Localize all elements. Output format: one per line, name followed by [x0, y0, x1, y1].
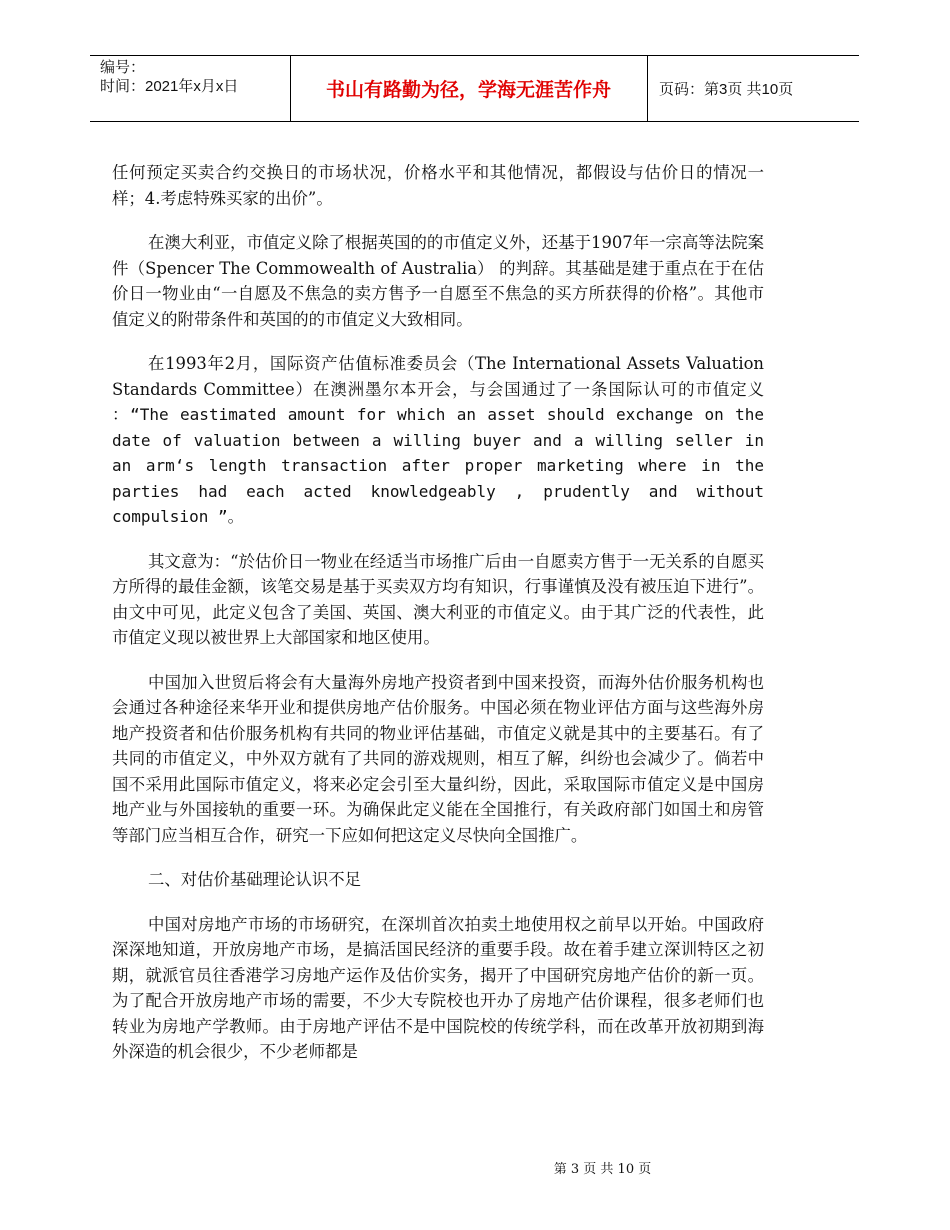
- paragraph-2: 在澳大利亚，市值定义除了根据英国的的市值定义外，还基于1907年一宗高等法院案件（Spencer The Commowealth of Australia） 的判辞。其基础是建于重点在于在估价日一物业由“一自愿及不焦急的卖方售予一自愿至不焦急的买方所获得的价格”。其他市值定义的附带条件和英国的的市值定义大致相同。: [112, 233, 764, 329]
- paragraph-6: 中国对房地产市场的市场研究，在深圳首次拍卖土地使用权之前早以开始。中国政府深深地知道，开放房地产市场，是搞活国民经济的重要手段。故在着手建立深训特区之初期，就派官员往香港学习房地产运作及估价实务，揭开了中国研究房地产估价的新一页。为了配合开放房地产市场的需要，不少大专院校也开办了房地产估价课程，很多老师们也转业为房地产学教师。由于房地产评估不是中国院校的传统学科，而在改革开放初期到海外深造的机会很少，不少老师都是: [112, 914, 764, 1061]
- paragraph-3-quote: “The eastimated amount for which an asset should exchange on the date of valuation between a willing buyer and a willing seller in an arm‘s length transaction after proper marketing where in the parties had each acted knowledgeably , prudently and without compulsion ”。: [112, 405, 765, 526]
- header-motto: 书山有路勤为径，学海无涯苦作舟: [325, 79, 611, 101]
- paragraph-3: [112, 351, 764, 530]
- paragraph-4: 其文意为：“於估价日一物业在经适当市场推广后由一自愿卖方售于一无关系的自愿买方所得的最佳金额，该笔交易是基于买卖双方均有知识，行事谨慎及没有被压迫下进行”。由文中可见，此定义包含了美国、英国、澳大利亚的市值定义。由于其广泛的代表性，此市值定义现以被世界上大部国家和地区使用。: [112, 551, 764, 647]
- header-meta: [100, 58, 238, 96]
- paragraph-5: 中国加入世贸后将会有大量海外房地产投资者到中国来投资，而海外估价服务机构也会通过各种途径来华开业和提供房地产估价服务。中国必须在物业评估方面与这些海外房地产投资者和估价服务机构有共同的物业评估基础，市值定义就是其中的主要基石。有了共同的市值定义，中外双方就有了共同的游戏规则，相互了解，纠纷也会减少了。倘若中国不采用此国际市值定义，将来必定会引至大量纠纷，因此，采取国际市值定义是中国房地产业与外国接轨的重要一环。为确保此定义能在全国推行，有关政府部门如国土和房管等部门应当相互合作，研究一下应如何把这定义尽快向全国推广。: [112, 672, 764, 845]
- section-heading: 二、对估价基础理论认识不足: [148, 870, 362, 889]
- document-body: [112, 160, 764, 1084]
- document-time-label: 时间：2021年x月x日: [100, 78, 239, 95]
- header-divider-right: [647, 56, 648, 121]
- page-footer: 第 3 页 共 10 页: [553, 1162, 652, 1177]
- document-number-label: 编号：: [100, 59, 146, 76]
- header-page-info: 页码：第3页 共10页: [659, 81, 794, 98]
- paragraph-3-intro: 在1993年2月，国际资产估值标准委员会（The International Assets Valuation Standards Committee）在澳洲墨尔本开会，与会国通过了一条国际认可的市值定义 ：: [112, 354, 764, 424]
- header-bottom-rule: [90, 121, 859, 122]
- paragraph-1: 任何预定买卖合约交换日的市场状况，价格水平和其他情况，都假设与估价日的情况一样；4.考虑特殊买家的出价”。: [112, 163, 764, 208]
